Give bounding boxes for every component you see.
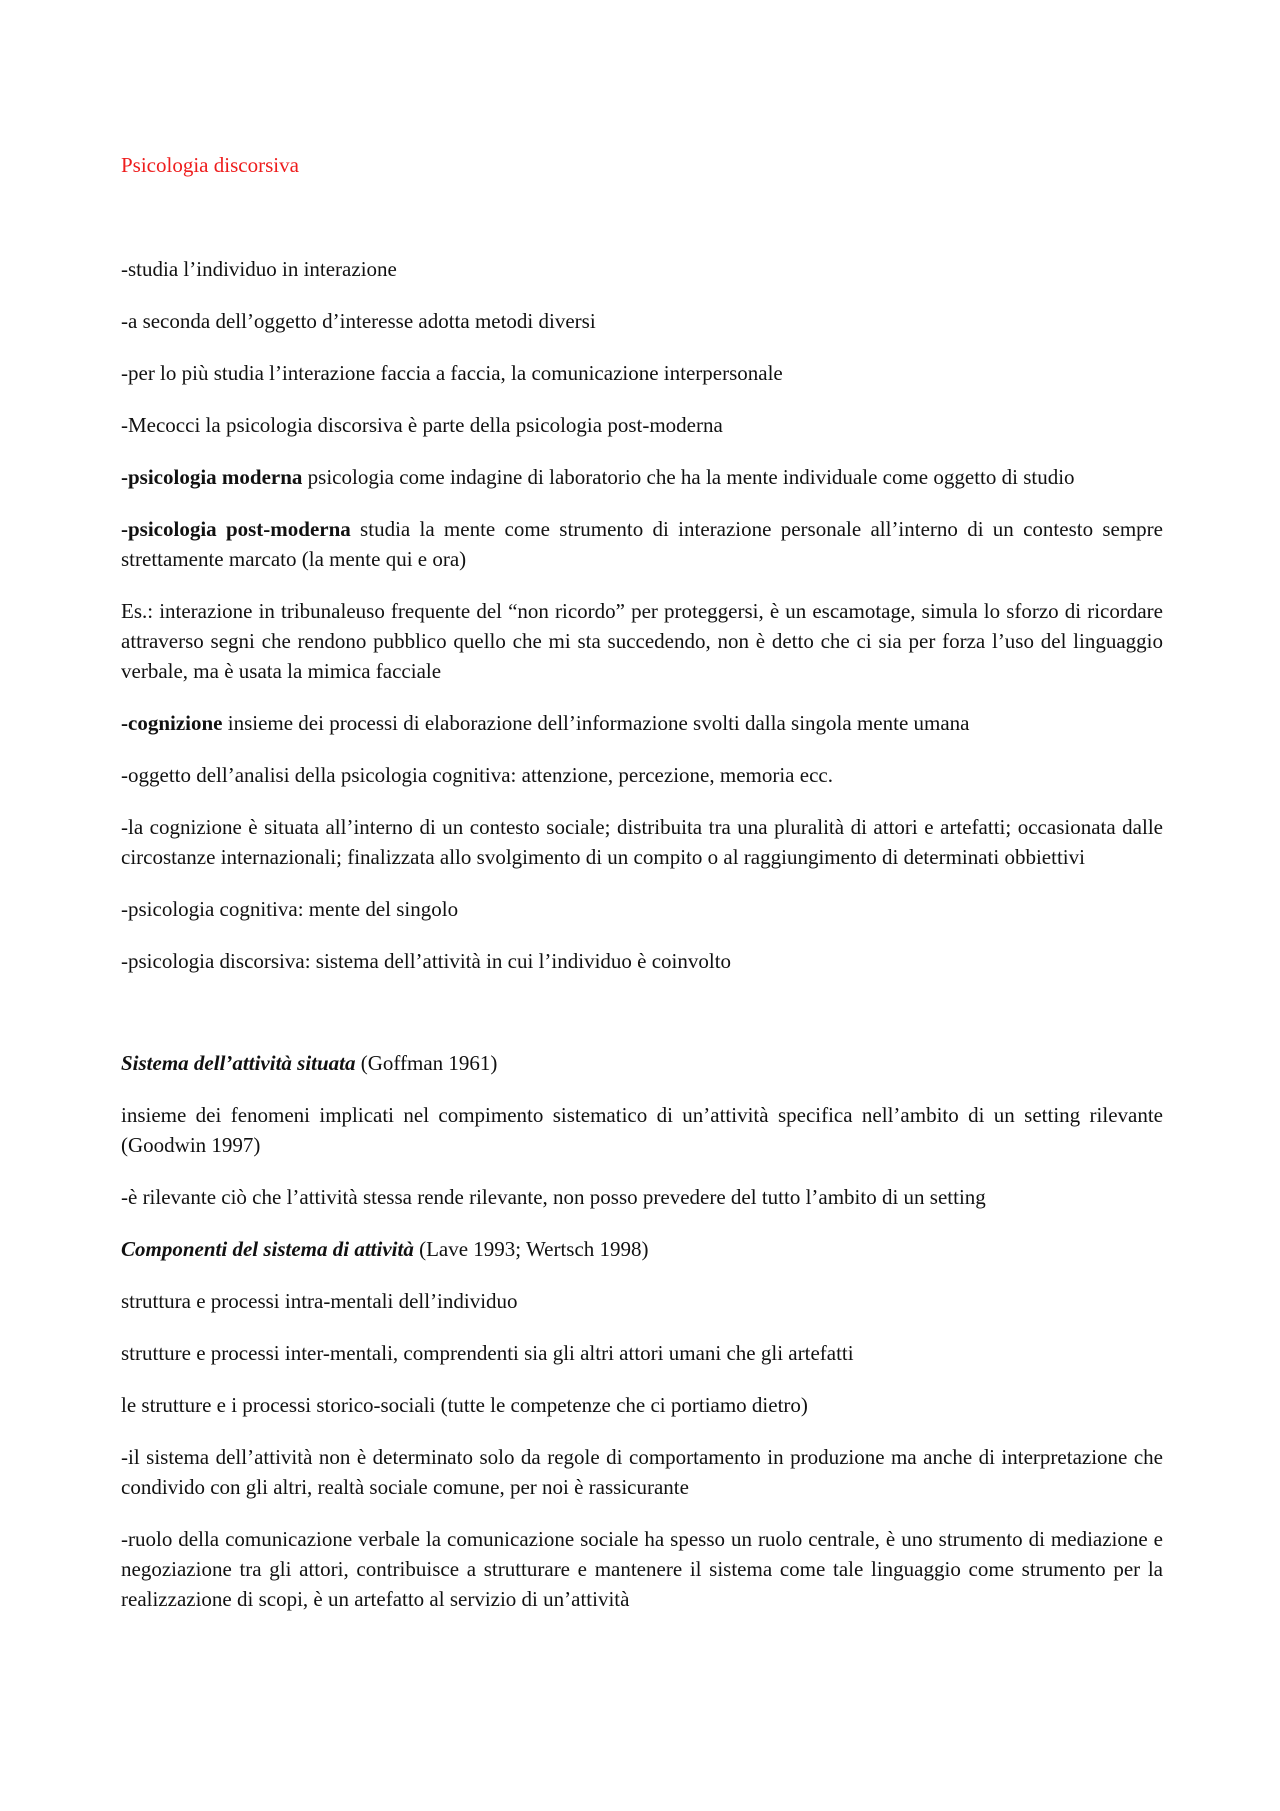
paragraph-text: le strutture e i processi storico-sociali (tutte le competenze che ci portiamo dietro) [121,1393,808,1417]
paragraph [121,1286,1163,1316]
paragraph-text: -ruolo della comunicazione verbale la comunicazione sociale ha spesso un ruolo centrale, è uno strumento di mediazione e negoziazione tra gli attori, contribuisce a strutturare e mantenere il sistema come tale linguaggio come strumento per la realizzazione di scopi, è un artefatto al servizio di un’attività [121,1527,1163,1611]
document-body [121,150,1163,1636]
paragraph [121,946,1163,976]
paragraph-lead-term: -psicologia moderna [121,465,303,489]
paragraph [121,760,1163,790]
paragraph [121,894,1163,924]
paragraph-lead-term: -cognizione [121,711,223,735]
document-title: Psicologia discorsiva [121,153,299,177]
paragraph-text: -psicologia cognitiva: mente del singolo [121,897,459,921]
paragraph-text: studia la mente come strumento di interazione personale all’interno di un contesto sempre strettamente marcato (la mente qui e ora) [121,517,1163,571]
section-heading [121,1234,1163,1264]
paragraph-text: strutture e processi inter-mentali, comprendenti sia gli altri attori umani che gli artefatti [121,1341,854,1365]
paragraph-text: -il sistema dell’attività non è determinato solo da regole di comportamento in produzione ma anche di interpretazione che condivido con gli altri, realtà sociale comune, per noi è rassicurante [121,1445,1163,1499]
paragraph-text: -psicologia discorsiva: sistema dell’attività in cui l’individuo è coinvolto [121,949,732,973]
paragraph-text: insieme dei processi di elaborazione dell’informazione svolti dalla singola mente umana [222,711,970,735]
paragraph [121,1182,1163,1212]
paragraph [121,254,1163,284]
paragraph-text: -oggetto dell’analisi della psicologia cognitiva: attenzione, percezione, memoria ecc. [121,763,833,787]
paragraph [121,358,1163,388]
paragraph-text: -Mecocci la psicologia discorsiva è parte della psicologia post-moderna [121,413,723,437]
paragraph-text: Es.: interazione in tribunaleuso frequente del “non ricordo” per proteggersi, è un escamotage, simula lo sforzo di ricordare attraverso segni che rendono pubblico quello che mi sta succedendo, non è detto che ci sia per forza l’uso del linguaggio verbale, ma è usata la mimica facciale [121,599,1163,683]
paragraph-text: -la cognizione è situata all’interno di un contesto sociale; distribuita tra una pluralità di attori e artefatti; occasionata dalle circostanze internazionali; finalizzata allo svolgimento di un compito o al raggiungimento di determinati obbiettivi [121,815,1163,869]
paragraph-text: -studia l’individuo in interazione [121,257,397,281]
paragraph-text: -è rilevante ciò che l’attività stessa rende rilevante, non posso prevedere del tutto l’ambito di un setting [121,1185,986,1209]
paragraph [121,514,1163,574]
paragraph [121,1442,1163,1502]
paragraph [121,812,1163,872]
section-heading-title: Sistema dell’attività situata [121,1051,356,1075]
paragraph [121,462,1163,492]
paragraph-text: struttura e processi intra-mentali dell’individuo [121,1289,518,1313]
paragraph-text: psicologia come indagine di laboratorio che ha la mente individuale come oggetto di studio [302,465,1075,489]
paragraph [121,410,1163,440]
paragraph-text: insieme dei fenomeni implicati nel compimento sistematico di un’attività specifica nell’ambito di un setting rilevante (Goodwin 1997) [121,1103,1163,1157]
paragraph [121,1338,1163,1368]
section-heading-title: Componenti del sistema di attività [121,1237,414,1261]
paragraph [121,708,1163,738]
section-heading [121,1048,1163,1078]
paragraph-lead-term: -psicologia post-moderna [121,517,351,541]
paragraph-text: -per lo più studia l’interazione faccia a faccia, la comunicazione interpersonale [121,361,783,385]
paragraph [121,1100,1163,1160]
paragraph [121,596,1163,686]
section-heading-reference: (Lave 1993; Wertsch 1998) [413,1237,649,1261]
section-heading-reference: (Goffman 1961) [355,1051,498,1075]
paragraph [121,306,1163,336]
paragraph [121,1524,1163,1614]
paragraph-text: -a seconda dell’oggetto d’interesse adotta metodi diversi [121,309,596,333]
paragraph [121,1390,1163,1420]
